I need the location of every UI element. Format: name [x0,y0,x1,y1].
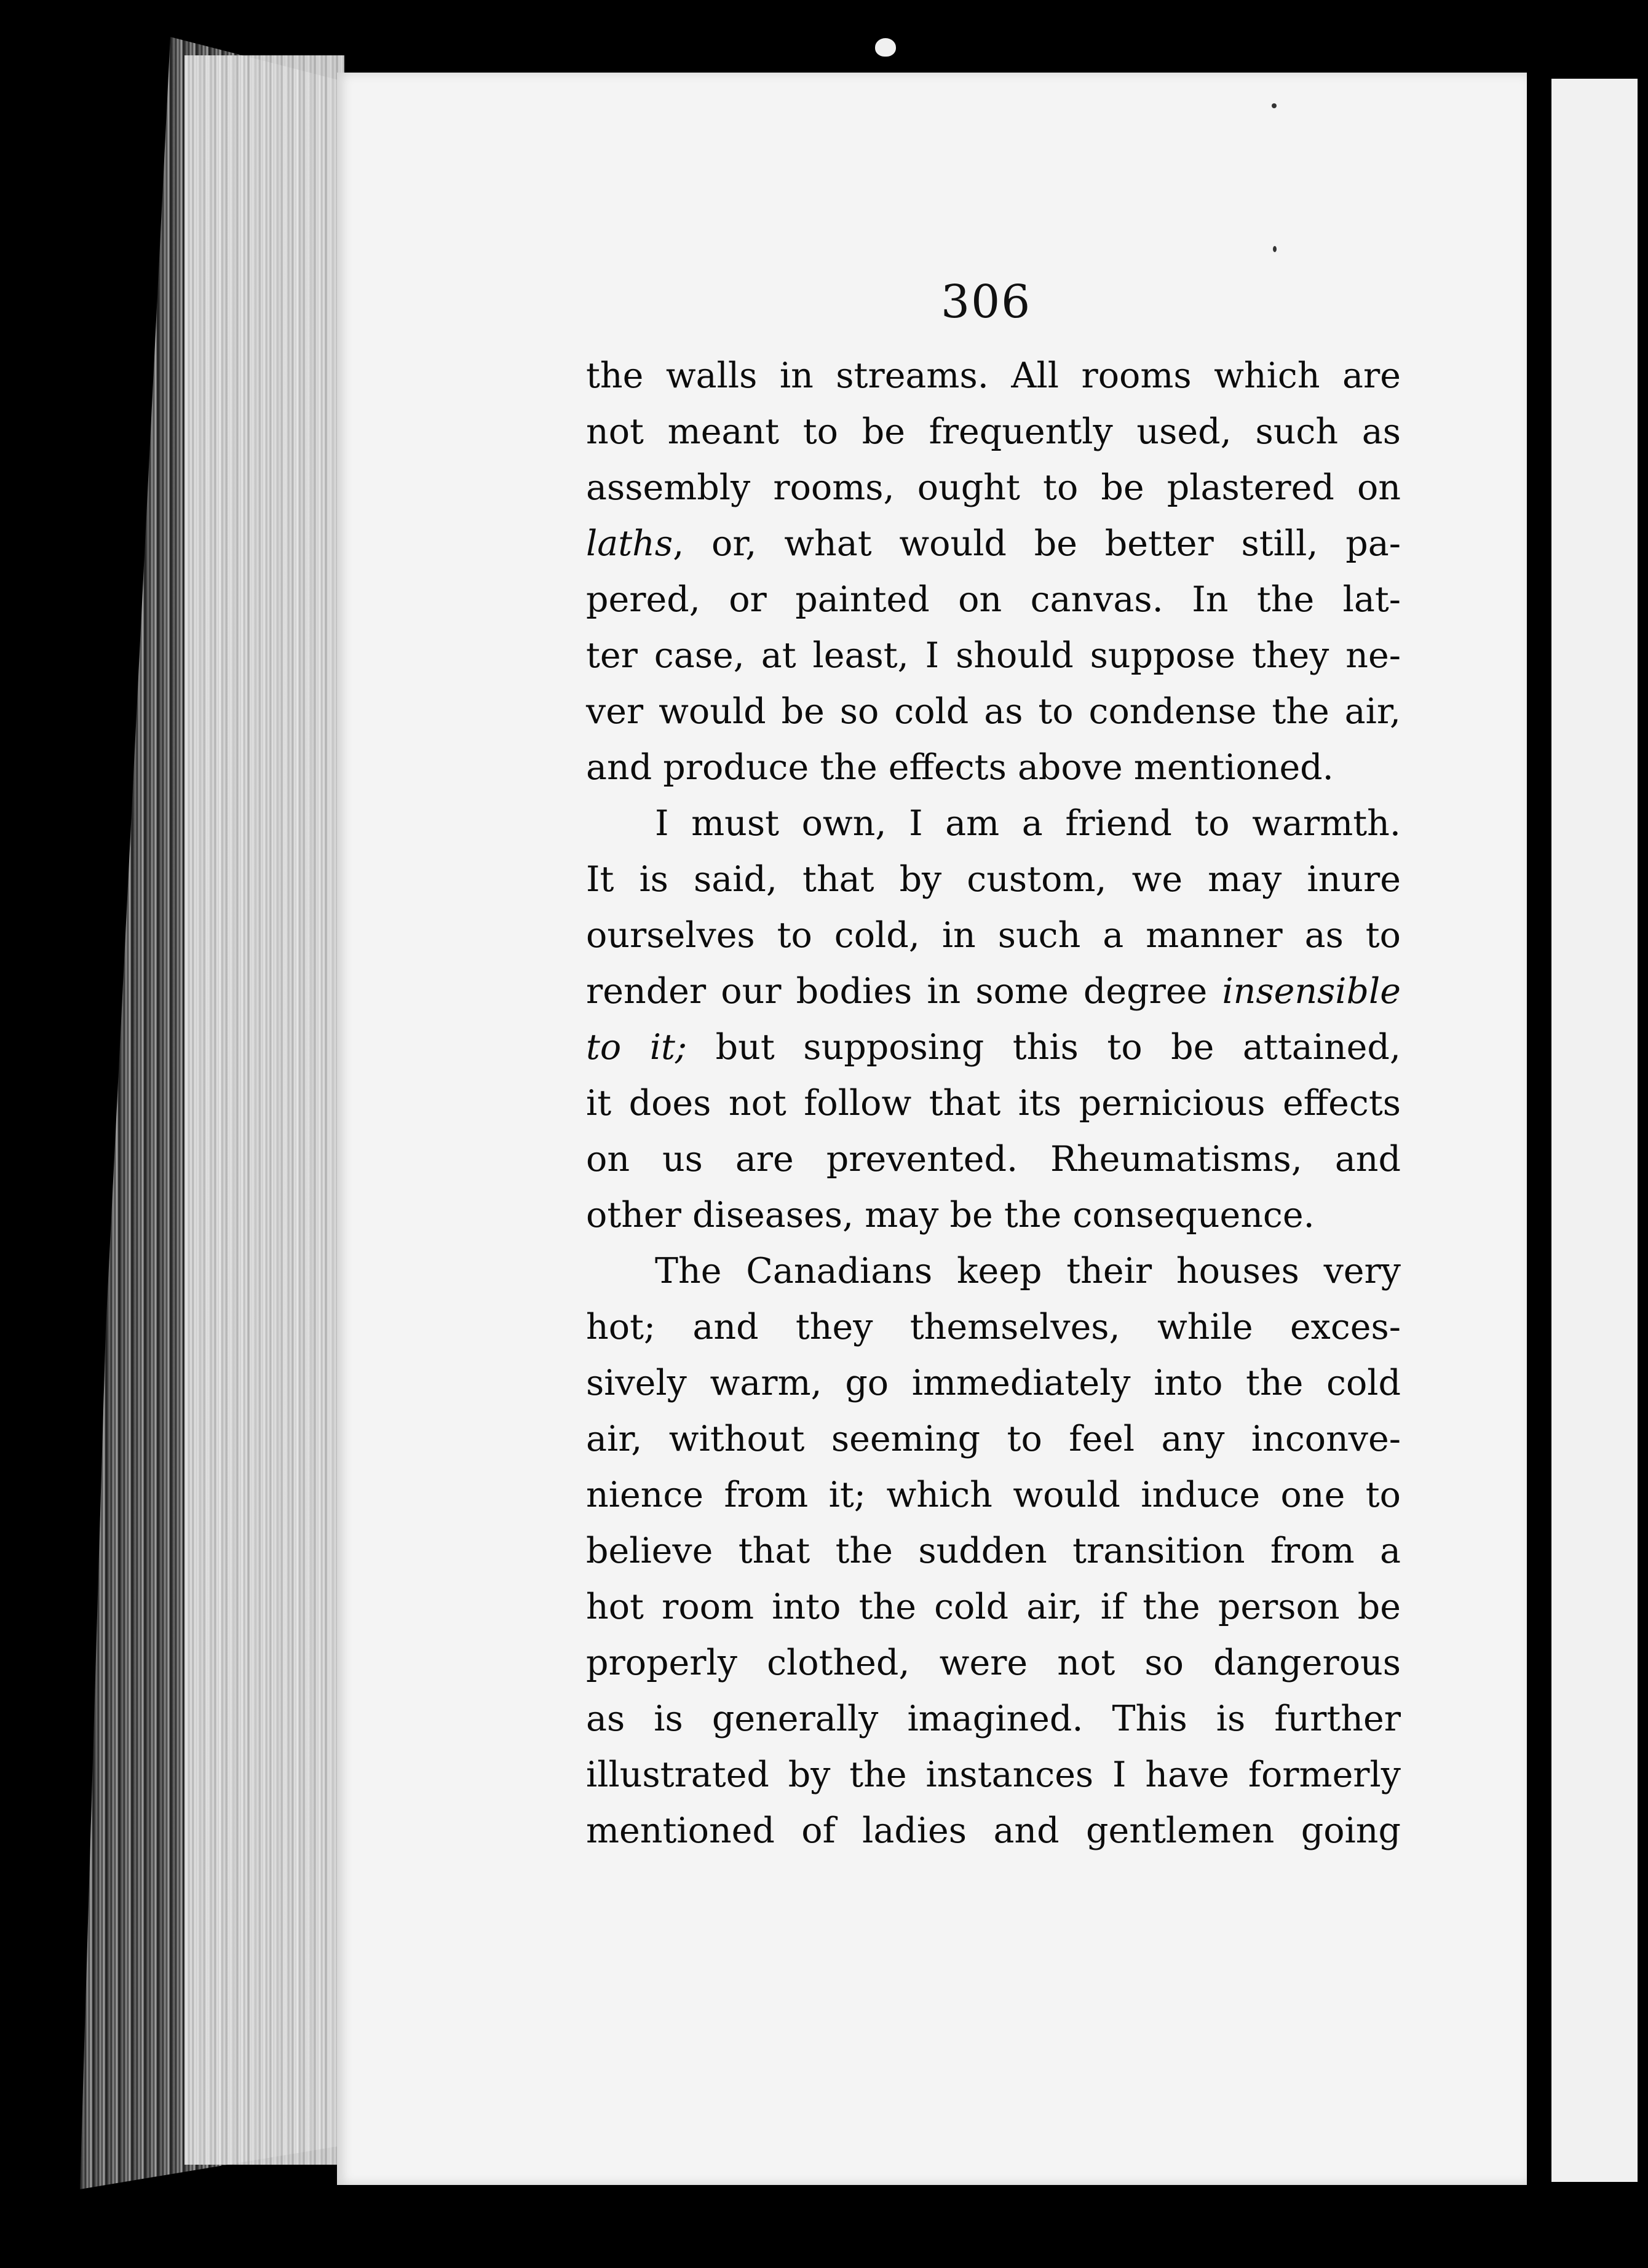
text-line [586,460,1401,516]
text-line [586,908,1401,964]
text-run: , or, what would be better still, pa- [673,523,1401,564]
text-line [586,1579,1401,1635]
scan-speck [875,38,896,57]
text-line [586,964,1401,1020]
text-run: properly clothed, were not so dangerous [586,1643,1401,1683]
text-line [586,1803,1401,1859]
text-run: pered, or painted on canvas. In the lat- [586,579,1401,620]
text-run: render our bodies in some degree [586,971,1222,1012]
text-line [586,516,1401,572]
text-line [586,1076,1401,1132]
text-run: it does not follow that its pernicious effects [586,1083,1401,1124]
text-line [586,740,1401,796]
italic-text: to it; [586,1027,687,1068]
paragraph [586,348,1401,796]
text-run: It is said, that by custom, we may inure [586,859,1401,900]
text-line [586,1243,1401,1299]
text-run: hot room into the cold air, if the person be [586,1587,1401,1627]
text-run: and produce the effects above mentioned. [586,747,1334,788]
text-run: ver would be so cold as to condense the air, [586,691,1401,732]
text-run: air, without seeming to feel any inconve- [586,1419,1401,1459]
page-body-text [586,348,1401,1859]
page-number: 306 [941,276,1032,328]
text-run: on us are prevented. Rheumatisms, and [586,1139,1401,1180]
ink-speck [1273,246,1277,252]
text-line [586,1523,1401,1579]
text-line [586,1299,1401,1355]
text-run: but supposing this to be attained, [687,1027,1401,1068]
text-run: illustrated by the instances I have formerly [586,1755,1401,1795]
text-run: other diseases, may be the consequence. [586,1195,1315,1235]
text-run: The Canadians keep their houses very [655,1251,1401,1291]
paragraph [586,796,1401,1243]
text-line [586,1747,1401,1803]
text-run: ter case, at least, I should suppose they ne- [586,635,1401,676]
text-run: assembly rooms, ought to be plastered on [586,467,1401,508]
text-line [586,852,1401,908]
italic-text: insensible [1222,971,1401,1012]
text-line [586,1132,1401,1188]
text-line [586,572,1401,628]
text-line [586,1355,1401,1411]
text-line [586,1635,1401,1691]
text-line [586,1020,1401,1076]
text-run: believe that the sudden transition from a [586,1531,1401,1571]
text-run: the walls in streams. All rooms which are [586,355,1401,396]
text-line [586,628,1401,684]
paragraph [586,1243,1401,1859]
text-line [586,1188,1401,1243]
book-page-edges-light [184,55,344,2165]
text-line [586,1691,1401,1747]
text-run: sively warm, go immediately into the cold [586,1363,1401,1403]
text-line [586,684,1401,740]
text-run: mentioned of ladies and gentlemen going [586,1810,1401,1851]
text-run: ourselves to cold, in such a manner as to [586,915,1401,956]
text-line [586,1467,1401,1523]
text-line [586,1411,1401,1467]
italic-text: laths [586,523,673,564]
text-run: hot; and they themselves, while exces- [586,1307,1401,1347]
facing-page-edge [1551,79,1638,2182]
text-line [586,404,1401,460]
text-line [586,796,1401,852]
ink-speck [1272,103,1277,108]
text-run: as is generally imagined. This is further [586,1699,1401,1739]
text-run: nience from it; which would induce one to [586,1475,1401,1515]
text-line [586,348,1401,404]
text-run: not meant to be frequently used, such as [586,411,1401,452]
text-run: I must own, I am a friend to warmth. [655,803,1401,844]
